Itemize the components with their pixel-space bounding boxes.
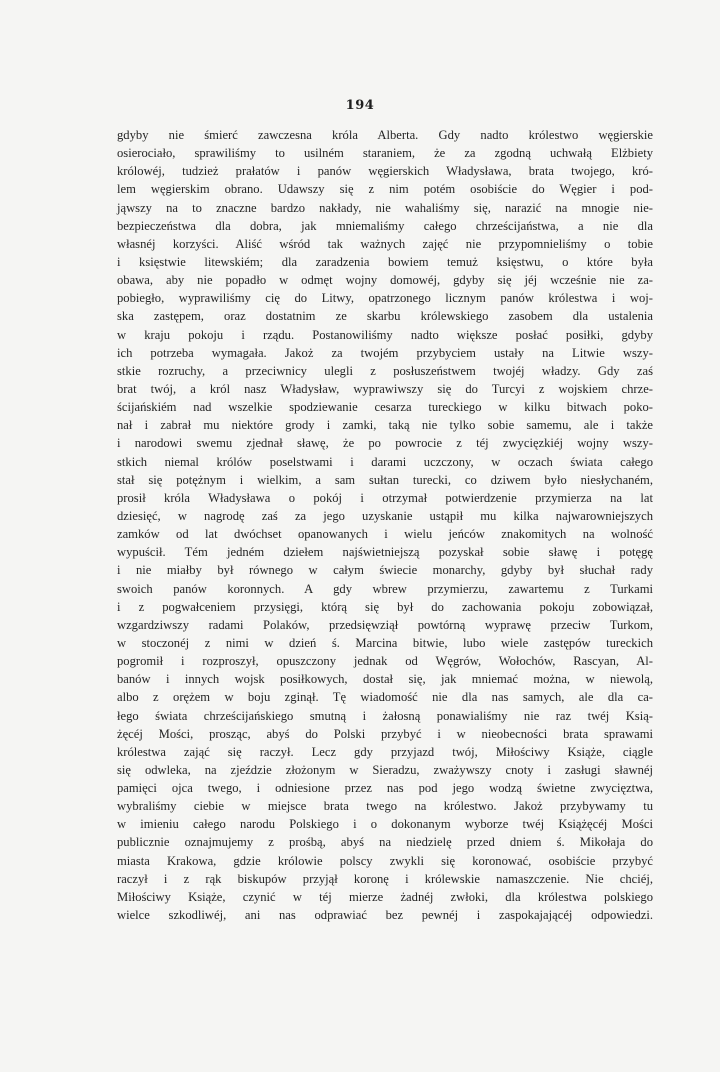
text-line: królestwa zająć się raczył. Lecz gdy przyjazd twój, Miłościwy Książe, ciągle bbox=[117, 744, 653, 759]
text-line: pobiegło, wyprawiliśmy cię do Litwy, opatrzonego licznym panów królestwa i woj- bbox=[117, 291, 653, 306]
text-line: lem węgierskim obrano. Udawszy się z nim potém osobiście do Węgier i pod- bbox=[117, 182, 653, 197]
text-line: gdyby nie śmierć zawczesna króla Alberta. Gdy nadto królestwo węgierskie bbox=[117, 128, 653, 142]
text-line: jąwszy na to znaczne bardzo nakłady, nie wahaliśmy się, narazić na mnogie nie- bbox=[117, 200, 653, 215]
text-line: albo z orężem w boju zginął. Tę wiadomość nie dla nas samych, ale dla ca- bbox=[117, 690, 653, 705]
text-line: i nie miałby był równego w całym świecie monarchy, gdyby był słuchał rady bbox=[117, 563, 653, 578]
text-line: osierociało, sprawiliśmy to usilném staraniem, że za zgodną uchwałą Elżbiety bbox=[117, 146, 653, 161]
text-line: i narodowi swemu zjednał sławę, że po powrocie z téj zwycięzkiéj wojny wszy- bbox=[117, 436, 653, 451]
text-line: nał i zabrał mu niektóre grody i zamki, taką nie tylko sobie samemu, ale i także bbox=[117, 418, 653, 433]
text-line: dziesięć, w nagrodę zaś za jego uzyskanie ustąpił mu kilka najwarowniejszych bbox=[117, 508, 653, 523]
text-line: prosił króla Władysława o pokój i otrzymał potwierdzenie przymierza na lat bbox=[117, 490, 653, 505]
text-line: swoich panów koronnych. A gdy wbrew przymierzu, zawartemu z Turkami bbox=[117, 581, 653, 596]
text-line: ska zastępem, oraz dostatnim ze skarbu królewskiego zasobem dla ustalenia bbox=[117, 309, 653, 324]
text-line: Miłościwy Książe, czynić w téj mierze żadnéj zwłoki, dla królestwa polskiego bbox=[117, 889, 653, 904]
text-line: stkie rozruchy, a przeciwnicy ulegli z posłuszeństwem twojéj władzy. Gdy zaś bbox=[117, 363, 653, 378]
text-line: pamięci ojca twego, i odniesione przez nas pod jego wodzą świetne zwycięztwa, bbox=[117, 781, 653, 796]
text-line: żęcéj Mości, prosząc, abyś do Polski przybyć i w nieobecności brata sprawami bbox=[117, 726, 653, 741]
text-line: w imieniu całego narodu Polskiego i o dokonanym wyborze twéj Książęcéj Mości bbox=[117, 817, 653, 832]
text-line: własnéj korzyści. Aliść wśród tak ważnych zajęć nie przypomnieliśmy o tobie bbox=[117, 236, 653, 251]
text-line: i księstwie litewskiém; dla zaradzenia bowiem temuż księstwu, o które była bbox=[117, 254, 653, 269]
text-line: w kraju pokoju i rządu. Postanowiliśmy nadto większe posłać posiłki, gdyby bbox=[117, 327, 653, 342]
text-line: ścijańskiém nad wszelkie spodziewanie cesarza tureckiego w kilku bitwach poko- bbox=[117, 400, 653, 415]
text-line: brat twój, a król nasz Władysław, wyprawiwszy się do Turcyi z wojskiem chrze- bbox=[117, 381, 653, 396]
body-text bbox=[117, 126, 653, 924]
text-line: bezpieczeństwa dla dobra, jak mniemaliśmy całego chrześcijaństwa, a nie dla bbox=[117, 218, 653, 233]
text-line: zamków od lat dwóchset opanowanych i wielu jeńców znakomitych na wolność bbox=[117, 527, 653, 542]
page-number: 194 bbox=[345, 98, 375, 113]
text-line: miasta Krakowa, gdzie królowie polscy zwykli się koronować, osobiście przybyć bbox=[117, 853, 653, 868]
text-line: wzgardziwszy radami Polaków, przedsięwziął powtórną wyprawę przeciw Turkom, bbox=[117, 617, 653, 632]
text-line: wypuścił. Tém jedném dziełem najświetniejszą pozyskał sobie sławę i potęgę bbox=[117, 545, 653, 560]
text-line: wybraliśmy ciebie w miejsce brata twego na królestwo. Jakoż przybywamy tu bbox=[117, 799, 653, 814]
text-line: publicznie oznajmujemy z prośbą, abyś na niedzielę przed dniem ś. Mikołaja do bbox=[117, 835, 653, 850]
text-line: stkich niemal królów poselstwami i darami uczczony, w oczach świata całego bbox=[117, 454, 653, 469]
text-line: ich potrzeba wymagała. Jakoż za twojém przybyciem ustały na Litwie wszy- bbox=[117, 345, 653, 360]
text-line: łego świata chrześcijańskiego smutną i żałosną ponawialiśmy nie raz twéj Ksią- bbox=[117, 708, 653, 723]
text-line: królowéj, tudzież prałatów i panów węgierskich Władysława, brata twojego, kró- bbox=[117, 164, 653, 179]
text-line: wielce szkodliwéj, ani nas odprawiać bez pewnéj i zaspokajającéj odpowiedzi. bbox=[117, 908, 653, 923]
text-line: banów i innych wojsk posiłkowych, dostał się, jak mniemać można, w niewolą, bbox=[117, 672, 653, 687]
text-line: stał się potężnym i wielkim, a sam sułtan turecki, co dziwem było niesłychaném, bbox=[117, 472, 653, 487]
text-line: obawa, aby nie popadło w odmęt wojny domowéj, gdyby się jéj wcześnie nie za- bbox=[117, 273, 653, 288]
text-line: raczył i z rąk biskupów przyjął koronę i królewskie namaszczenie. Nie chciéj, bbox=[117, 871, 653, 886]
text-line: się odwleka, na zjeździe złożonym w Sieradzu, zważywszy cnoty i zasługi sławnéj bbox=[117, 762, 653, 777]
text-line: w stoczonéj z nimi w dzień ś. Marcina bitwie, lubo wiele zastępów tureckich bbox=[117, 635, 653, 650]
text-line: i z pogwałceniem przysięgi, którą się był do zachowania pokoju zobowiązał, bbox=[117, 599, 653, 614]
text-line: pogromił i rozproszył, opuszczony jednak od Węgrów, Wołochów, Rascyan, Al- bbox=[117, 654, 653, 669]
